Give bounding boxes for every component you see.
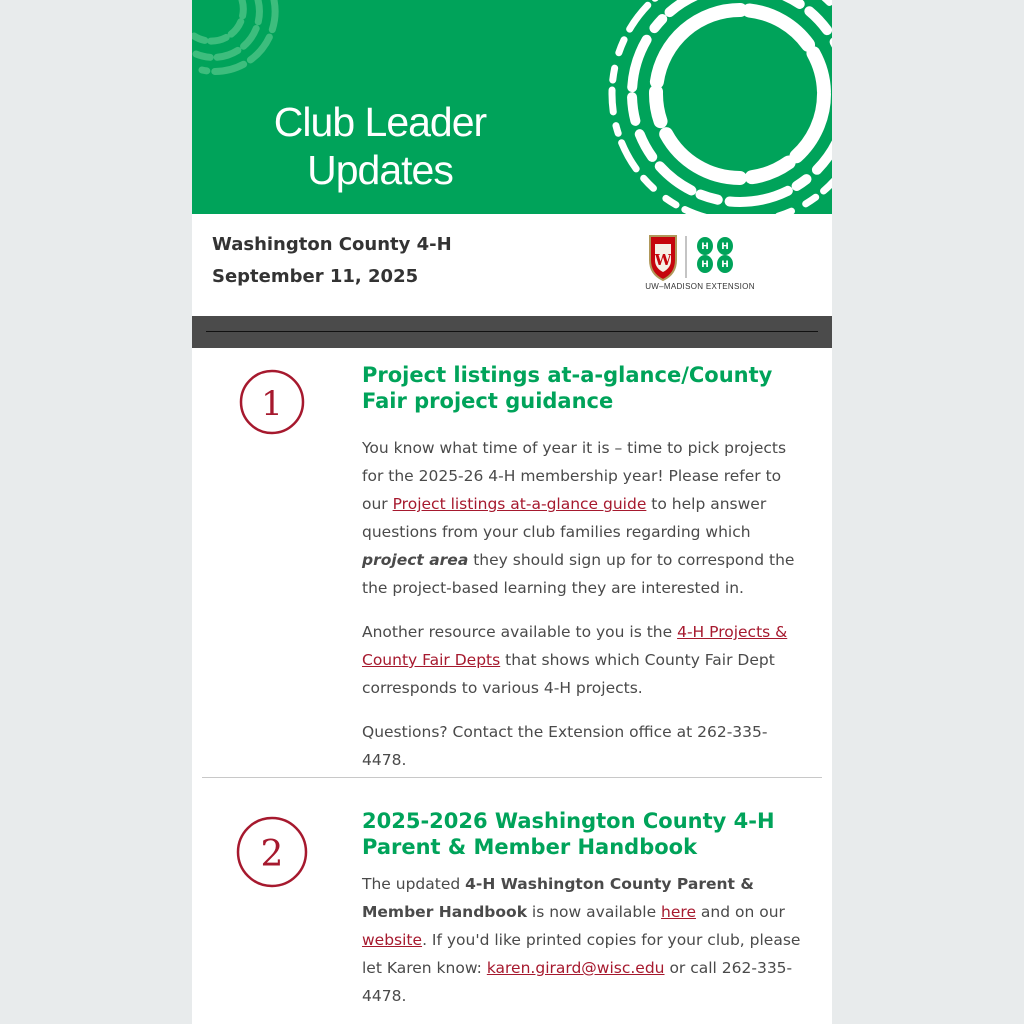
email-body bbox=[192, 0, 832, 1024]
org-name: Washington County 4-H bbox=[212, 234, 452, 255]
project-listings-guide-link[interactable]: Project listings at-a-glance guide bbox=[392, 495, 647, 513]
handbook-here-link[interactable]: here bbox=[661, 903, 696, 921]
website-link[interactable]: website bbox=[362, 931, 423, 949]
handbook-title-bold: 4-H Washington County Parent & Member Handbook bbox=[362, 875, 754, 921]
section-divider-bar bbox=[192, 316, 832, 348]
section-2-paragraph-1: The updated 4-H Washington County Parent & Member Handbook is now available here and on our website. If you'd like printed copies for your club, please let Karen know: karen.girard@wisc.edu or call 262-335-4478. bbox=[362, 875, 801, 1005]
section-2-title: 2025-2026 Washington County 4-H Parent & Member Handbook bbox=[362, 809, 775, 859]
section-separator bbox=[202, 777, 822, 778]
crest-and-clover-icon bbox=[642, 232, 758, 282]
banner-title-line2: Updates bbox=[307, 147, 453, 193]
clover-letter-2: H bbox=[721, 242, 729, 252]
email-link[interactable]: karen.girard@wisc.edu bbox=[486, 959, 665, 977]
section-1-paragraph-2: Another resource available to you is the 4-H Projects & County Fair Depts that shows which County Fair Dept corresponds to various 4-H projects. bbox=[362, 623, 788, 697]
clover-letter-4: H bbox=[721, 260, 729, 270]
issue-date: September 11, 2025 bbox=[212, 266, 419, 287]
banner-title bbox=[240, 98, 520, 194]
uw-extension-4h-logo[interactable] bbox=[642, 232, 758, 296]
banner-title-line1: Club Leader bbox=[273, 99, 487, 145]
section-1-paragraph-3: Questions? Contact the Extension office at 262-335-4478. bbox=[362, 723, 768, 769]
header-banner bbox=[192, 0, 832, 214]
section-1-number-badge bbox=[237, 367, 307, 437]
section-1-number: 1 bbox=[261, 384, 283, 424]
crest-letter: W bbox=[654, 251, 672, 269]
section-2-number-badge bbox=[234, 814, 310, 890]
newsletter-info bbox=[192, 214, 832, 316]
decorative-swirl-small bbox=[192, 0, 292, 80]
clover-letter-1: H bbox=[701, 242, 709, 252]
divider-rule bbox=[206, 331, 818, 332]
section-2-number: 2 bbox=[260, 834, 284, 875]
project-area-emphasis: project area bbox=[362, 551, 469, 569]
decorative-swirl-large bbox=[564, 0, 832, 214]
clover-letter-3: H bbox=[701, 260, 709, 270]
section-1-paragraph-1: You know what time of year it is – time to pick projects for the 2025-26 4-H membership year! Please refer to our Project listings at-a-glance guide to help answer questions from your club families regarding which project area they should sign up for to correspond the the project-based learning they are interested in. bbox=[362, 439, 795, 597]
section-1-title: Project listings at-a-glance/County Fair project guidance bbox=[362, 363, 773, 413]
logo-caption: UW–MADISON EXTENSION bbox=[645, 282, 755, 291]
projects-fair-depts-link[interactable]: 4-H Projects & County Fair Depts bbox=[362, 623, 788, 669]
